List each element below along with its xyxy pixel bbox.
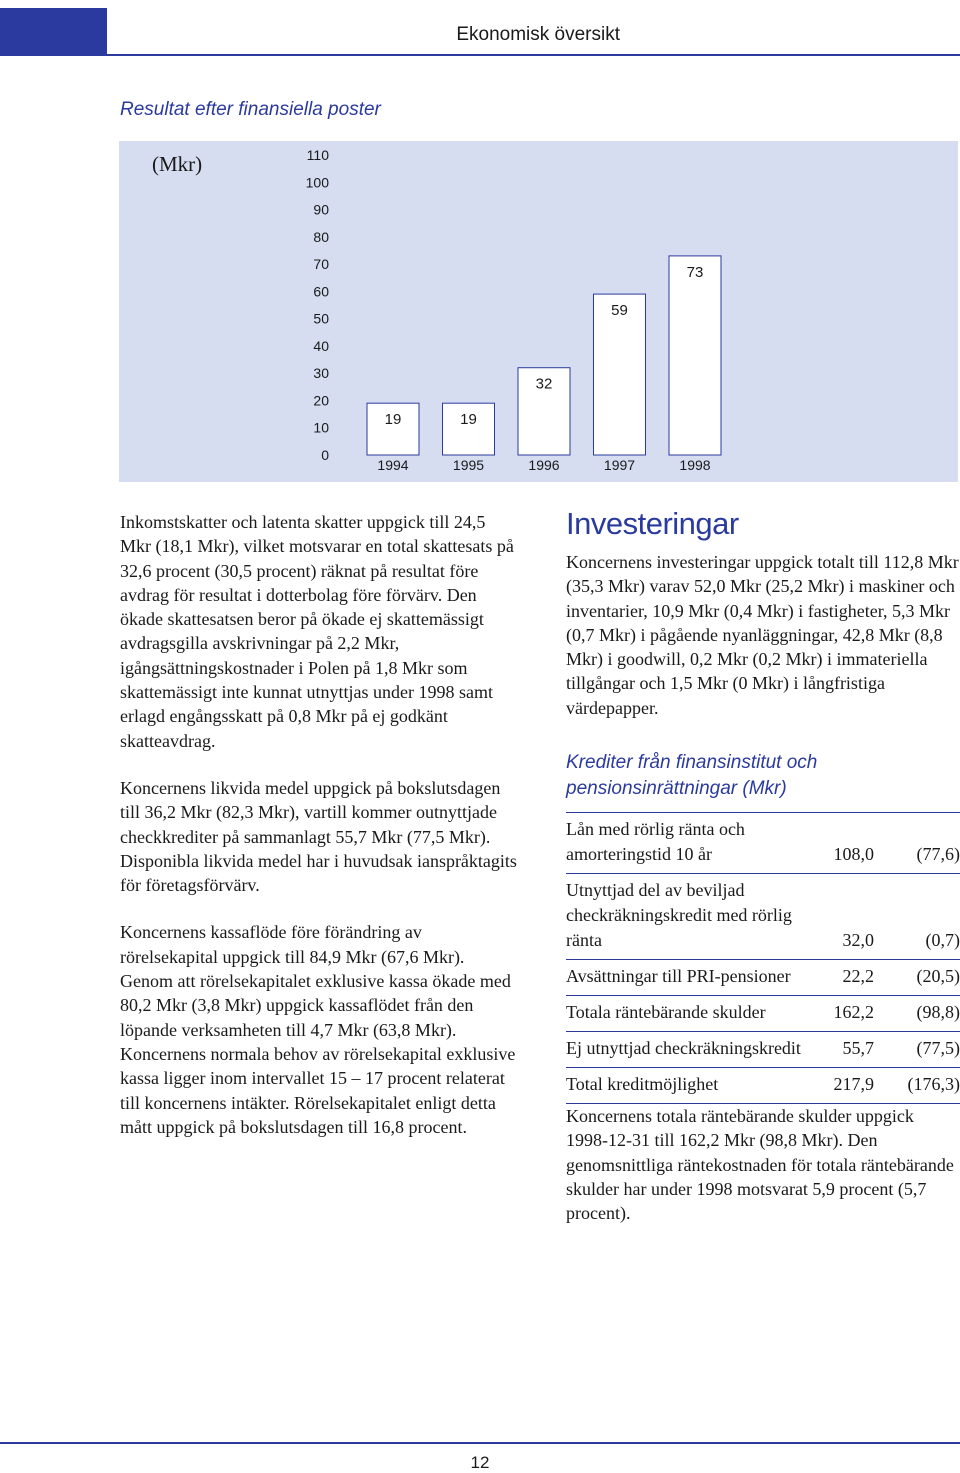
row-previous-value: (98,8) [916,1002,960,1023]
left-column [120,510,520,1162]
credit-table [566,812,960,1104]
y-tick-label: 10 [313,419,329,436]
bar-data-label: 32 [535,375,553,393]
bar [669,256,721,455]
y-tick-label: 90 [313,201,329,218]
table-row [566,873,960,959]
row-label: Totala räntebärande skulder [566,1002,766,1023]
paragraph-taxes: Inkomstskatter och latenta skatter uppgick till 24,5 Mkr (18,1 Mkr), vilket motsvarar en total skattesats på 32,6 procent (30,5 procent) räknat på resultat före avdrag för resultat i dotterbolag före förvärv. Den ökade skattesatsen beror på ökade ej skattemässigt avdragsgilla avskrivningar på 2,2 Mkr, igångsättningskostnader i Polen på 1,8 Mkr som skattemässigt inte kunnat utnyttjas under 1998 samt erlagd engångsskatt på 0,8 Mkr på ej godkänt skatteavdrag. [120,512,514,751]
y-tick-label: 30 [313,365,329,382]
running-header: Ekonomisk översikt [456,24,620,45]
page-number: 12 [470,1453,490,1472]
table-row [566,1067,960,1104]
right-column [566,506,960,1249]
y-tick-label: 0 [321,447,329,463]
row-previous-value: (20,5) [916,966,960,987]
x-tick-label: 1995 [452,457,485,473]
y-tick-label: 100 [305,174,329,191]
paragraph-investments: Koncernens investeringar uppgick totalt till 112,8 Mkr (35,3 Mkr) varav 52,0 Mkr (25,2 Mkr) i maskiner och inventarier, 10,9 Mkr (0,4 Mkr) i fastigheter, 5,3 Mkr (0,7 Mkr) i pågående nyanläggningar, 42,8 Mkr (8,8 Mkr) i goodwill, 0,2 Mkr (0,2 Mkr) i immateriella tillgångar och 1,5 Mkr (0 Mkr) i långfristiga värdepapper. [566,552,959,718]
y-tick-label: 20 [313,392,329,409]
row-value: 217,9 [833,1074,874,1095]
x-tick-label: 1996 [528,457,560,473]
row-value: 32,0 [842,930,874,951]
row-label: Total kreditmöjlighet [566,1074,719,1095]
row-value: 22,2 [842,966,874,987]
table-row [566,1031,960,1067]
bar-data-label: 19 [460,411,477,429]
chart-unit-label: (Mkr) [152,152,203,176]
row-label: Lån med rörlig ränta och amorteringstid 10 år [566,819,745,865]
row-value: 55,7 [842,1038,874,1059]
x-tick-label: 1997 [603,457,636,473]
header-rule [0,54,960,56]
row-previous-value: (176,3) [907,1074,960,1095]
y-tick-label: 50 [313,310,329,327]
header-color-block [0,8,107,54]
row-label: Utnyttjad del av beviljad checkräkningskredit med rörlig ränta [566,880,792,951]
paragraph-interest-bearing-debt: Koncernens totala räntebärande skulder uppgick 1998-12-31 till 162,2 Mkr (98,8 Mkr). Den genomsnittliga räntekostnaden för totala räntebärande skulder har under 1998 motsvarat 5,9 procent (5,7 procent). [566,1106,954,1224]
table-row [566,995,960,1031]
y-tick-label: 40 [313,337,329,354]
table-row [566,959,960,995]
row-previous-value: (0,7) [925,930,960,951]
bar-data-label: 73 [686,263,704,281]
row-previous-value: (77,6) [916,844,960,865]
paragraph-cashflow: Koncernens kassaflöde före förändring av rörelsekapital uppgick till 84,9 Mkr (67,6 Mkr). Genom att rörelsekapitalet exklusive kassa ökade med 80,2 Mkr (3,8 Mkr) uppgick kassaflödet från den löpande verksamheten till 4,7 Mkr (63,8 Mkr). Koncernens normala behov av rörelsekapital exklusive kassa ligger inom intervallet 15 – 17 procent relaterat till koncernens intäkter. Rörelsekapitalet enligt detta mått uppgick på bokslutsdagen till 16,8 procent. [120,922,516,1137]
x-tick-label: 1994 [377,457,409,473]
bar-data-label: 19 [384,411,402,429]
row-previous-value: (77,5) [916,1038,960,1059]
bar-data-label: 59 [611,302,628,320]
y-tick-label: 70 [313,256,329,273]
table-row [566,812,960,873]
row-label: Avsättningar till PRI-pensioner [566,966,791,987]
bar-chart [119,141,958,482]
chart-panel [119,141,958,482]
y-tick-label: 60 [313,283,329,300]
chart-title: Resultat efter finansiella poster [120,99,381,120]
x-tick-label: 1998 [679,457,711,473]
row-label: Ej utnyttjad checkräkningskredit [566,1038,801,1059]
y-tick-label: 80 [313,228,329,245]
section-heading-investments: Investeringar [566,506,739,541]
footer-rule [0,1442,960,1444]
row-value: 108,0 [833,844,874,865]
y-tick-label: 110 [306,147,329,163]
credit-table-title: Krediter från finansinstitut och pensionsinrättningar (Mkr) [566,752,818,800]
paragraph-liquidity: Koncernens likvida medel uppgick på bokslutsdagen till 36,2 Mkr (82,3 Mkr), vartill kommer outnyttjade checkkrediter på sammanlagt 55,7 Mkr (77,5 Mkr). Disponibla likvida medel har i huvudsak ianspråktagits för företagsförvärv. [120,777,517,896]
row-value: 162,2 [833,1002,874,1023]
